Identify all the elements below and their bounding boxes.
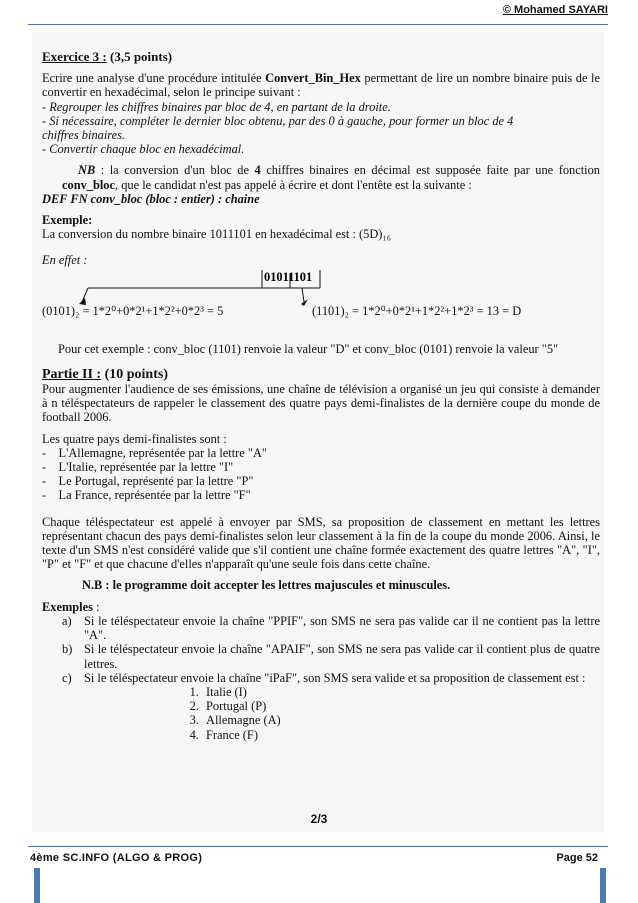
- step-3: - Convertir chaque bloc en hexadécimal.: [42, 142, 245, 157]
- example-c: c) Si le téléspectateur envoie la chaîne "iPaF", son SMS sera valide et sa proposition de classement est :: [62, 670, 586, 685]
- footer-bar-right: [600, 868, 606, 903]
- def-line: DEF FN conv_bloc (bloc : entier) : chaine: [42, 191, 260, 206]
- country-item: - Le Portugal, représenté par la lettre "P": [42, 474, 254, 489]
- footer-bar-left: [34, 868, 40, 903]
- ranking-item: 3. Allemagne (A): [202, 713, 600, 727]
- country-item: - La France, représentée par la lettre "F": [42, 488, 251, 503]
- nb-paragraph: NB : la conversion d'un bloc de 4 chiffres binaires en décimal est supposée faite par une fonction conv_bloc, que le candidat n'est pas appelé à écrire et dont l'entête est la suivante :: [62, 163, 600, 192]
- ranking-list: [42, 685, 600, 742]
- exercise-intro: Ecrire une analyse d'une procédure intitulée Convert_Bin_Hex permettant de lire un nombre binaire puis de le convertir en hexadécimal, selon le principe suivant :: [42, 71, 600, 100]
- nb-line: N.B : le programme doit accepter les lettres majuscules et minuscules.: [82, 578, 451, 593]
- pour-example: Pour cet exemple : conv_bloc (1101) renvoie la valeur "D" et conv_bloc (0101) renvoie la valeur "5": [58, 341, 559, 356]
- footer-right: Page 52: [556, 852, 598, 864]
- country-item: - L'Allemagne, représentée par la lettre "A": [42, 445, 267, 460]
- example-b: b) Si le téléspectateur envoie la chaîne "APAIF", son SMS ne sera pas valide car il contient plus de quatre lettres.: [62, 642, 600, 671]
- en-effet: En effet :: [42, 253, 88, 268]
- exercise-title: Exercice 3 : (3,5 points): [42, 49, 173, 64]
- countries-intro: Les quatre pays demi-finalistes sont :: [42, 431, 227, 446]
- part2-title: Partie II : (10 points): [42, 366, 168, 382]
- examples-label: Exemples :: [42, 599, 100, 614]
- binary-number: 01011101: [264, 269, 313, 284]
- example-a: a) Si le téléspectateur envoie la chaîne "PPIF", son SMS ne sera pas valide car il ne contient pas la lettre "A".: [62, 613, 600, 643]
- example-label: Exemple:: [42, 213, 93, 228]
- ranking-item: 1. Italie (I): [202, 685, 600, 699]
- part2-intro: Pour augmenter l'audience de ses émissions, une chaîne de télévision a organisé un jeu qui consiste à demander à n téléspectateurs de rappeler le classement des quatre pays demi-finalistes de la dernière coupe du monde de football 2006.: [42, 382, 600, 425]
- step-2: - Si nécessaire, compléter le dernier bloc obtenu, par des 0 à gauche, pour former un bloc de 4: [42, 113, 514, 128]
- step-1: - Regrouper les chiffres binaires par bloc de 4, en partant de la droite.: [42, 99, 391, 114]
- page-content: [42, 50, 600, 742]
- example-text: La conversion du nombre binaire 1011101 en hexadécimal est : (5D)₁₆: [42, 227, 392, 242]
- ranking-item: 4. France (F): [202, 728, 600, 742]
- ranking-item: 2. Portugal (P): [202, 699, 600, 713]
- conversion-diagram: [42, 268, 600, 330]
- footer-divider: [28, 846, 608, 847]
- equation-left: (0101)₂ = 1*2⁰+0*2¹+1*2²+0*2³ = 5: [42, 303, 224, 318]
- footer-left: 4ème SC.INFO (ALGO & PROG): [30, 852, 203, 864]
- equation-right: (1101)₂ = 1*2⁰+0*2¹+1*2²+1*2³ = 13 = D: [312, 303, 522, 318]
- country-item: - L'Italie, représentée par la lettre "I": [42, 460, 234, 475]
- diagram-arrows: [42, 268, 600, 308]
- sms-paragraph: Chaque téléspectateur est appelé à envoyer par SMS, sa proposition de classement en mettant les lettres représentant chacun des pays demi-finalistes selon leur classement à la fin de la coupe du monde 2006. Ainsi, le texte d'un SMS n'est considéré valide que s'il contient une chaîne formée exactement des quatre lettres "A", "I", "P" et "F" et que chacune d'elles n'apparaît qu'une seule fois dans cette chaîne.: [42, 514, 600, 572]
- header-divider: [28, 24, 608, 25]
- step-2-cont: chiffres binaires.: [42, 128, 126, 143]
- author-header: © Mohamed SAYARI: [502, 4, 608, 16]
- page-number: 2/3: [310, 812, 328, 826]
